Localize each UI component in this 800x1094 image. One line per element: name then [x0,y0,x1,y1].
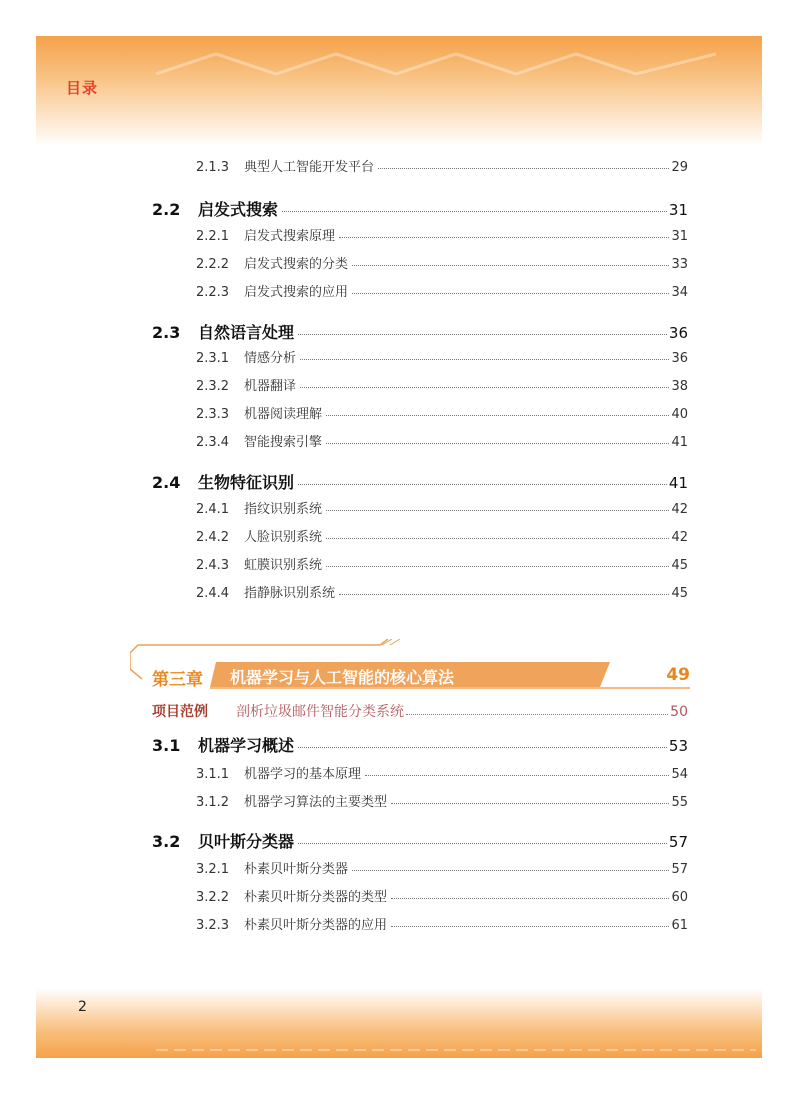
toc-page-number: 55 [671,795,688,810]
toc-page-number: 42 [671,502,688,517]
toc-page-number: 31 [668,201,688,219]
project-title: 剖析垃圾邮件智能分类系统 [236,704,404,720]
project-row[interactable] [152,701,688,721]
toc-page-number: 41 [668,474,688,492]
toc-number: 2.3 [152,323,181,342]
toc-subsection-row[interactable] [196,858,688,877]
toc-number: 2.4.2 [196,530,230,545]
toc-title: 朴素贝叶斯分类器的类型 [244,890,388,905]
toc-number: 2.3.4 [196,435,230,450]
toc-section-row[interactable] [152,470,688,493]
toc-title: 智能搜索引擎 [244,435,323,450]
header-band [36,36,762,146]
toc-subsection-row[interactable] [196,526,688,545]
toc-title: 指静脉识别系统 [244,586,336,601]
toc-title: 人脸识别系统 [244,530,323,545]
toc-section-row[interactable] [152,197,688,220]
toc-number: 2.2 [152,200,181,219]
toc-subsection-row[interactable] [196,498,688,517]
toc-number: 2.4.3 [196,558,230,573]
leader-dots [298,334,667,335]
toc-number: 2.2.3 [196,285,230,300]
toc-number: 2.4 [152,473,181,492]
footer-decoration-icon [156,1036,756,1056]
toc-subsection-row[interactable] [196,225,688,244]
toc-page-number: 33 [671,257,688,272]
toc-title: 朴素贝叶斯分类器 [244,862,349,877]
toc-subsection-row[interactable] [196,763,688,782]
toc-page-number: 31 [671,229,688,244]
toc-page-number: 42 [671,530,688,545]
chapter-page: 49 [666,665,690,685]
page-number: 2 [78,999,87,1015]
leader-dots [300,359,669,360]
toc-title: 生物特征识别 [198,473,295,492]
toc-subsection-row[interactable] [196,791,688,810]
toc-number: 2.3.2 [196,379,230,394]
toc-subsection-row[interactable] [196,582,688,601]
toc-section-row[interactable] [152,733,688,756]
toc-title: 贝叶斯分类器 [198,832,295,851]
toc-page-number: 53 [668,737,688,755]
toc-number: 3.2.2 [196,890,230,905]
leader-dots [326,443,669,444]
toc-number: 3.2.3 [196,918,230,933]
toc-section-row[interactable] [152,829,688,852]
toc-page-number: 45 [671,558,688,573]
toc-section-row[interactable] [152,320,688,343]
toc-page-number: 34 [671,285,688,300]
leader-dots [326,415,669,416]
toc-title: 机器翻译 [244,379,297,394]
toc-title: 启发式搜索原理 [244,229,336,244]
toc-number: 3.2.1 [196,862,230,877]
toc-page-number: 57 [671,862,688,877]
project-page: 50 [670,704,688,720]
toc-title: 机器学习的基本原理 [244,767,362,782]
toc-subsection-row[interactable] [196,886,688,905]
toc-page-number: 61 [671,918,688,933]
toc-page-number: 38 [671,379,688,394]
toc-title: 典型人工智能开发平台 [244,160,375,175]
leader-dots [406,714,668,715]
toc-subsection-row[interactable] [196,347,688,366]
leader-dots [352,870,669,871]
leader-dots [352,265,669,266]
toc-subsection-row[interactable] [196,914,688,933]
leader-dots [326,510,669,511]
toc-title: 启发式搜索的应用 [244,285,349,300]
leader-dots [365,775,669,776]
toc-subsection-row[interactable] [196,403,688,422]
leader-dots [339,237,669,238]
toc-subsection-row[interactable] [196,375,688,394]
toc-subsection-row[interactable] [196,431,688,450]
toc-title: 虹膜识别系统 [244,558,323,573]
leader-dots [326,538,669,539]
toc-subsection-row[interactable] [196,156,688,175]
toc-title: 自然语言处理 [198,323,295,342]
toc-page-number: 36 [671,351,688,366]
leader-dots [298,484,667,485]
toc-number: 2.2.2 [196,257,230,272]
toc-page-number: 40 [671,407,688,422]
toc-page-number: 36 [668,324,688,342]
leader-dots [378,168,669,169]
toc-subsection-row[interactable] [196,281,688,300]
leader-dots [339,594,669,595]
toc-number: 2.1.3 [196,160,230,175]
leader-dots [300,387,669,388]
toc-title: 指纹识别系统 [244,502,323,517]
toc-number: 3.1.2 [196,795,230,810]
chapter-label: 第三章 [152,670,203,690]
toc-title: 机器学习算法的主要类型 [244,795,388,810]
toc-page-number: 41 [671,435,688,450]
header-decoration-icon [156,44,716,84]
toc-title: 情感分析 [244,351,297,366]
toc-heading: 目录 [66,79,99,97]
footer-band [36,988,762,1058]
leader-dots [391,898,669,899]
toc-page-number: 29 [671,160,688,175]
toc-number: 2.2.1 [196,229,230,244]
toc-number: 3.1.1 [196,767,230,782]
toc-number: 3.2 [152,832,181,851]
toc-title: 机器学习概述 [198,736,295,755]
leader-dots [282,211,667,212]
leader-dots [352,293,669,294]
toc-number: 2.3.1 [196,351,230,366]
toc-page-number: 57 [668,833,688,851]
leader-dots [326,566,669,567]
leader-dots [298,747,667,748]
toc-page-number: 60 [671,890,688,905]
toc-title: 启发式搜索 [198,200,279,219]
toc-page-number: 54 [671,767,688,782]
leader-dots [391,803,669,804]
toc-number: 2.3.3 [196,407,230,422]
toc-number: 2.4.4 [196,586,230,601]
toc-title: 朴素贝叶斯分类器的应用 [244,918,388,933]
leader-dots [298,843,667,844]
page [36,36,762,1058]
toc-number: 3.1 [152,736,181,755]
chapter-title: 机器学习与人工智能的核心算法 [230,668,455,687]
toc-subsection-row[interactable] [196,253,688,272]
leader-dots [391,926,669,927]
toc-title: 启发式搜索的分类 [244,257,349,272]
chapter-heading[interactable] [130,639,690,689]
toc-number: 2.4.1 [196,502,230,517]
toc-page-number: 45 [671,586,688,601]
toc-subsection-row[interactable] [196,554,688,573]
toc-title: 机器阅读理解 [244,407,323,422]
project-label: 项目范例 [152,704,208,720]
